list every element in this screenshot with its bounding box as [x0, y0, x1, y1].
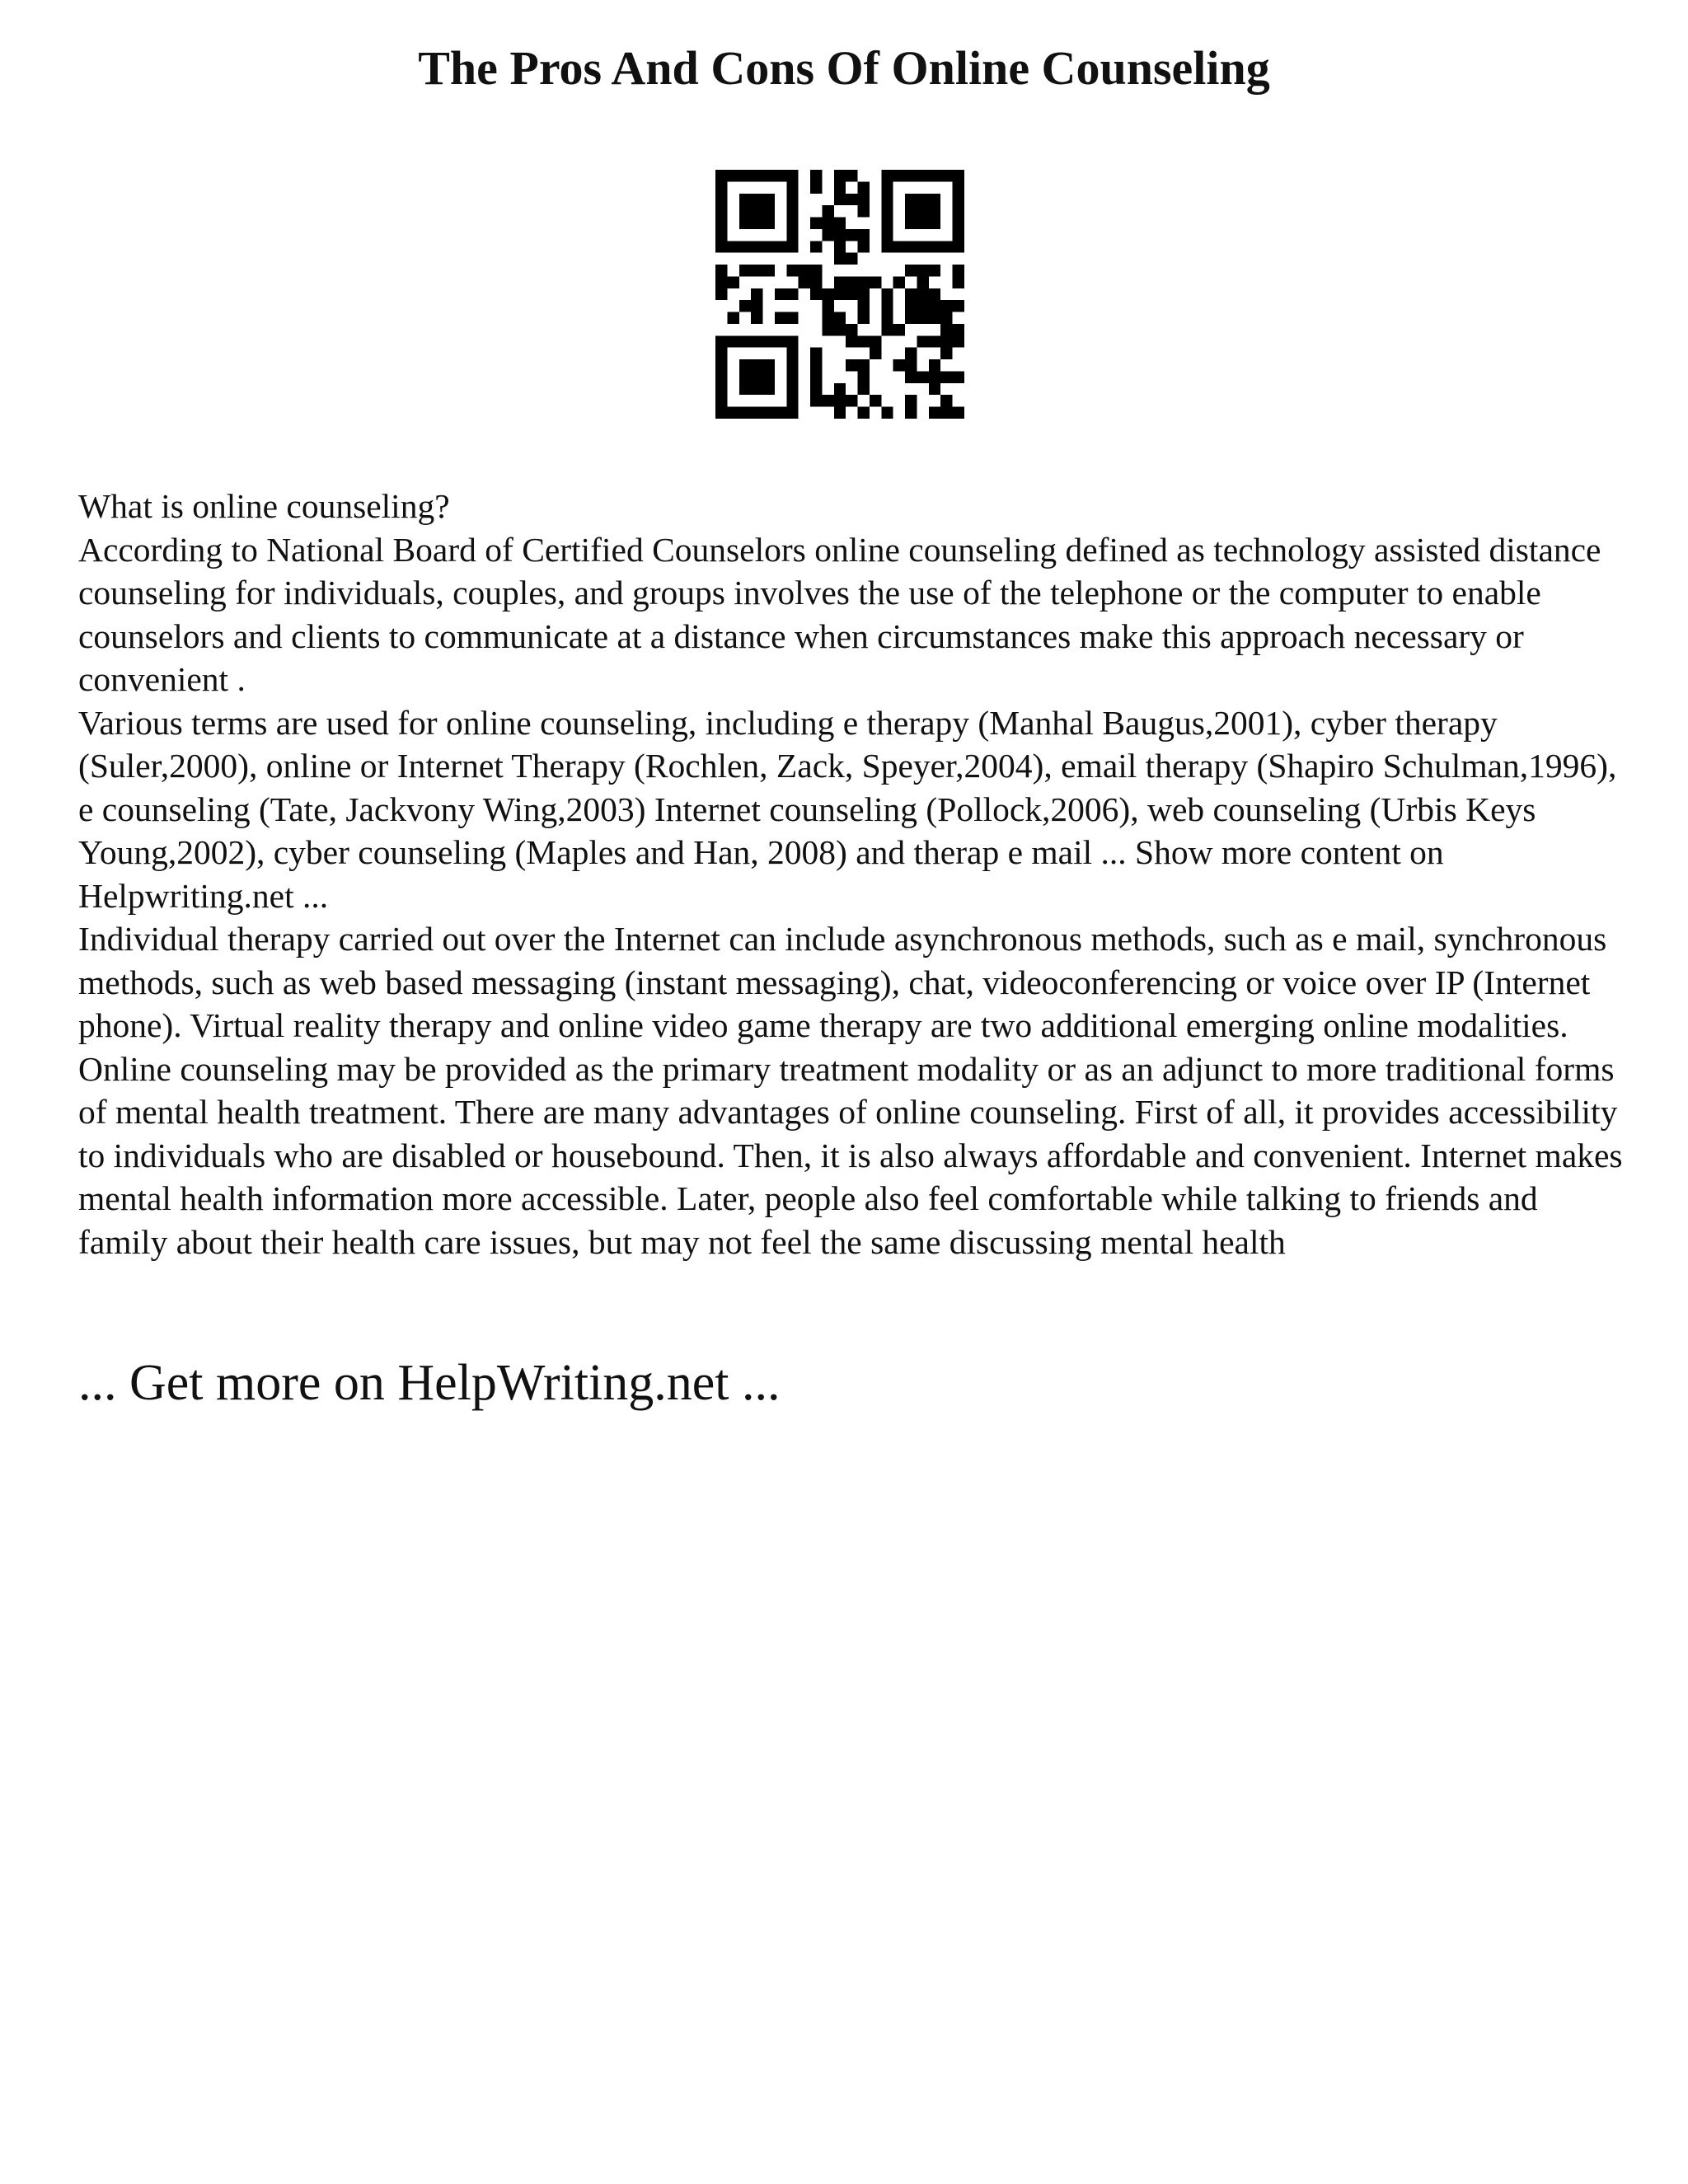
paragraph-question: What is online counseling?	[78, 487, 450, 525]
document-body	[78, 485, 1628, 1263]
get-more-link[interactable]: ... Get more on HelpWriting.net ...	[78, 1355, 781, 1411]
qr-code-icon	[715, 170, 964, 419]
paragraph-terms: Various terms are used for online counseling, including e therapy (Manhal Baugus,2001), cyber therapy (Suler,2000), online or Internet Therapy (Rochlen, Zack, Speyer,2004), email therapy (Shapiro Schulman,1996), e counseling (Tate, Jackvony Wing,2003) Internet counseling (Pollock,2006), web counseling (Urbis Keys Young,2002), cyber counseling (Maples and Han, 2008) and therap e mail ... Show more content on Helpwriting.net ...	[78, 703, 1617, 915]
paragraph-definition: According to National Board of Certified Counselors online counseling defined as technology assisted distance counseling for individuals, couples, and groups involves the use of the telephone or the computer to enable counselors and clients to communicate at a distance when circumstances make this approach necessary or convenient .	[78, 530, 1601, 698]
document-title: The Pros And Cons Of Online Counseling	[418, 41, 1270, 95]
qr-code-graphic	[715, 170, 964, 419]
paragraph-individual-therapy: Individual therapy carried out over the Internet can include asynchronous methods, such as e mail, synchronous methods, such as web based messaging (instant messaging), chat, videoconferencing or voice over IP (Internet phone). Virtual reality therapy and online video game therapy are two additional emerging online modalities. Online counseling may be provided as the primary treatment modality or as an adjunct to more traditional forms of mental health treatment. There are many advantages of online counseling. First of all, it provides accessibility to individuals who are disabled or housebound. Then, it is also always affordable and convenient. Internet makes mental health information more accessible. Later, people also feel comfortable while talking to friends and family about their health care issues, but may not feel the same discussing mental health	[78, 920, 1623, 1261]
